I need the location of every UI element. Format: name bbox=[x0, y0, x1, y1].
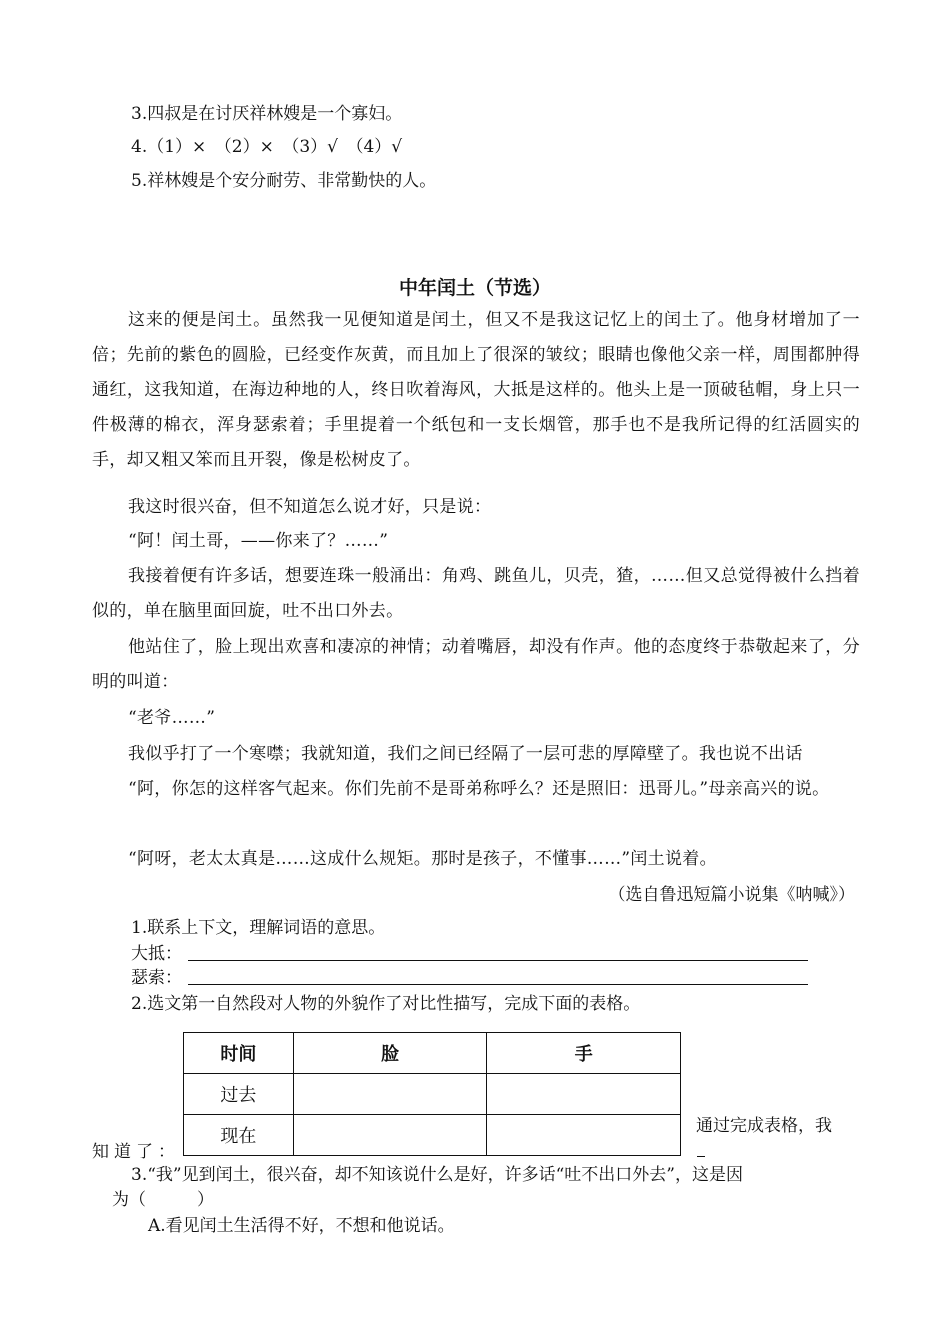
answer-line-dadi[interactable] bbox=[188, 960, 808, 961]
comparison-table bbox=[183, 1032, 681, 1156]
passage-paragraph-3: “阿！闰土哥，——你来了？……” bbox=[128, 531, 389, 551]
passage-paragraph-1: 这来的便是闰土。虽然我一见便知道是闰土，但又不是我这记忆上的闰土了。他身材增加了一倍；先前的紫色的圆脸，已经变作灰黄，而且加上了很深的皱纹；眼睛也像他父亲一样，周围都肿得通红，这我知道，在海边种地的人，终日吹着海风，大抵是这样的。他头上是一顶破毡帽，身上只一件极薄的棉衣，浑身瑟索着；手里提着一个纸包和一支长烟管，那手也不是我所记得的红活圆实的手，却又粗又笨而且开裂，像是松树皮了。 bbox=[92, 310, 860, 470]
question-1-word-sesuo: 瑟索： bbox=[131, 968, 182, 988]
table-cell-past: 过去 bbox=[184, 1074, 294, 1115]
passage-source: （选自鲁迅短篇小说集《呐喊》） bbox=[608, 885, 855, 905]
question-2-tail-left: 知道了： bbox=[92, 1142, 180, 1162]
passage-paragraph-7: 我似乎打了一个寒噤；我就知道，我们之间已经隔了一层可悲的厚障壁了。我也说不出话 bbox=[128, 744, 803, 764]
table-cell-now-hand[interactable] bbox=[487, 1115, 681, 1156]
passage-paragraph-6: “老爷……” bbox=[128, 708, 216, 728]
table-row bbox=[184, 1115, 681, 1156]
question-2: 2.选文第一自然段对人物的外貌作了对比性描写，完成下面的表格。 bbox=[131, 994, 641, 1014]
table-header-face: 脸 bbox=[293, 1033, 487, 1074]
passage-paragraph-9: “阿呀，老太太真是……这成什么规矩。那时是孩子，不懂事……”闰土说着。 bbox=[128, 849, 717, 869]
table-cell-past-hand[interactable] bbox=[487, 1074, 681, 1115]
answer-5: 5.祥林嫂是个安分耐劳、非常勤快的人。 bbox=[131, 171, 437, 191]
passage-paragraph-2: 我这时很兴奋，但不知道怎么说才好，只是说： bbox=[128, 497, 492, 517]
passage-paragraph-4: 我接着便有许多话，想要连珠一般涌出：角鸡、跳鱼儿，贝壳，猹，……但又总觉得被什么挡着似的，单在脑里面回旋，吐不出口外去。 bbox=[92, 566, 860, 621]
question-1: 1.联系上下文，理解词语的意思。 bbox=[131, 918, 386, 938]
passage-paragraph-5: 他站住了，脸上现出欢喜和凄凉的神情；动着嘴唇，却没有作声。他的态度终于恭敬起来了，分明的叫道： bbox=[92, 637, 860, 692]
answer-3: 3.四叔是在讨厌祥林嫂是一个寡妇。 bbox=[131, 104, 403, 124]
question-2-tail-right: 通过完成表格，我 bbox=[696, 1116, 832, 1136]
passage-paragraph-8: “阿，你怎的这样客气起来。你们先前不是哥弟称呼么？还是照旧：迅哥儿。”母亲高兴的说。 bbox=[128, 779, 830, 799]
table-cell-now-face[interactable] bbox=[293, 1115, 487, 1156]
answer-4: 4.（1）× （2）× （3）√ （4）√ bbox=[131, 137, 403, 157]
question-3-blank: 为（ ） bbox=[112, 1190, 214, 1210]
question-1-word-dadi: 大抵： bbox=[131, 944, 182, 964]
question-3-option-a: A.看见闰土生活得不好，不想和他说话。 bbox=[148, 1216, 455, 1236]
table-header-hand: 手 bbox=[487, 1033, 681, 1074]
table-header-row bbox=[184, 1033, 681, 1074]
answer-line-sesuo[interactable] bbox=[188, 984, 808, 985]
table-cell-past-face[interactable] bbox=[293, 1074, 487, 1115]
passage-title: 中年闰土（节选） bbox=[398, 277, 551, 299]
table-header-time: 时间 bbox=[184, 1033, 294, 1074]
table-cell-now: 现在 bbox=[184, 1115, 294, 1156]
table-row bbox=[184, 1074, 681, 1115]
answer-line-conclusion[interactable] bbox=[697, 1156, 705, 1157]
question-3: 3.“我”见到闰土，很兴奋，却不知该说什么是好，许多话“吐不出口外去”，这是因 bbox=[131, 1165, 743, 1185]
